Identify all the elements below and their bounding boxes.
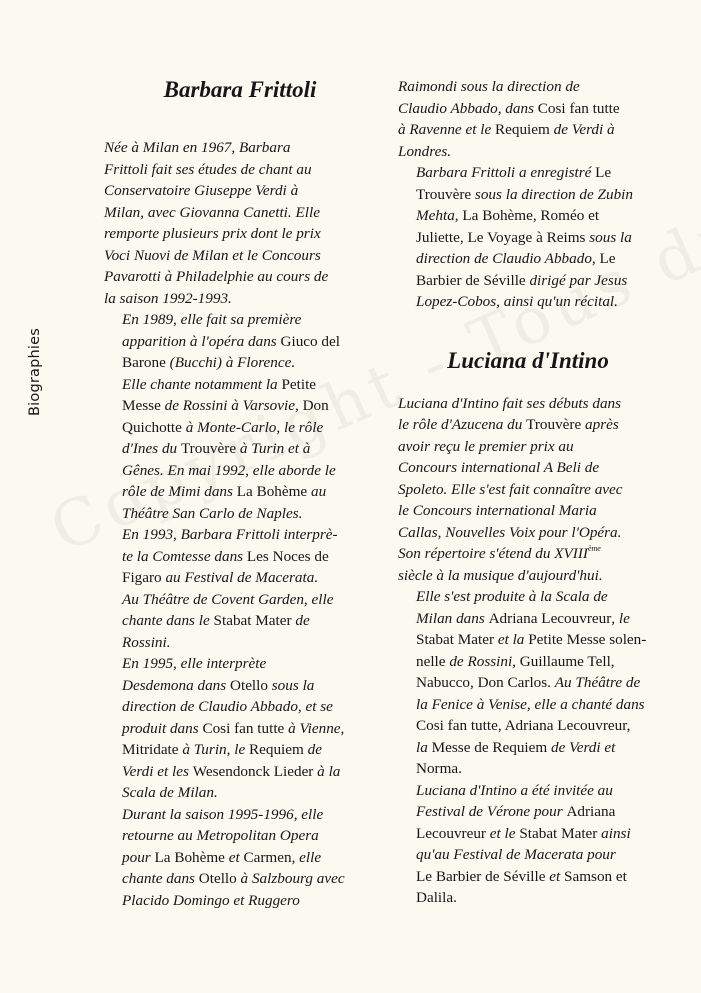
italic-text: chante dans xyxy=(122,870,199,887)
work-title-text: Le Barbier de Séville xyxy=(416,867,550,885)
text-line xyxy=(104,675,376,697)
italic-text: En 1995, elle interprète xyxy=(122,655,267,672)
text-line xyxy=(104,653,376,675)
text-line xyxy=(398,844,658,866)
work-title-text: Otello xyxy=(230,676,272,694)
work-title-text: Requiem xyxy=(494,121,554,138)
italic-text: la xyxy=(416,738,432,756)
text-line xyxy=(104,266,376,288)
italic-text: la saison 1992-1993. xyxy=(104,289,232,307)
italic-text: Festival de Vérone pour xyxy=(416,803,567,820)
work-title-text: La Bohème xyxy=(154,848,229,866)
italic-text: Milan, avec Giovanna Canetti. Elle xyxy=(104,203,320,221)
italic-text: à la xyxy=(317,762,341,780)
text-line xyxy=(398,651,658,673)
text-line xyxy=(104,782,376,804)
work-title-text: Guillaume Tell, xyxy=(519,652,615,670)
paragraph xyxy=(104,374,376,525)
italic-text: à Turin, le xyxy=(182,741,249,758)
work-title-text: Stabat Mater xyxy=(416,631,498,648)
italic-text: , elle xyxy=(291,848,322,866)
work-title-text: Samson et xyxy=(564,867,627,885)
italic-text: Callas, Nouvelles Voix pour l'Opéra. xyxy=(398,523,622,541)
italic-text: pour xyxy=(122,848,155,866)
text-line xyxy=(104,890,376,912)
text-line xyxy=(398,184,658,206)
italic-text: En 1993, Barbara Frittoli interprè- xyxy=(122,526,338,543)
italic-text: à Ravenne et le xyxy=(398,121,495,138)
italic-text: et le xyxy=(489,824,520,842)
italic-text: remporte plusieurs prix dont le prix xyxy=(104,225,321,242)
text-line xyxy=(398,98,658,120)
text-line xyxy=(104,352,376,374)
text-line xyxy=(104,632,376,654)
italic-text: de Verdi à xyxy=(553,121,615,138)
paragraph xyxy=(398,586,658,780)
work-title-text: La Bohème xyxy=(236,483,311,500)
work-title-text: Trouvère xyxy=(526,416,586,433)
text-line xyxy=(398,141,658,163)
text-line xyxy=(104,847,376,869)
italic-text: Au Théâtre de xyxy=(554,674,641,691)
italic-text: sous la xyxy=(589,228,632,246)
italic-text: à Monte-Carlo, le rôle xyxy=(185,418,324,436)
italic-text: au Festival de Macerata. xyxy=(165,569,319,586)
work-title-text: Lecouvreur xyxy=(416,824,490,842)
text-line xyxy=(398,543,658,565)
italic-text: de Rossini, xyxy=(449,652,520,670)
work-title-text: Cosi fan tutte xyxy=(537,99,620,117)
section-label-biographies: Biographies xyxy=(27,328,43,416)
italic-text: et xyxy=(228,848,244,866)
italic-text: Verdi et les xyxy=(122,762,193,780)
italic-text: Rossini. xyxy=(122,633,171,651)
text-line xyxy=(104,696,376,718)
italic-text: Milan dans xyxy=(416,609,489,627)
intino-title: Luciana d'Intino xyxy=(447,347,609,373)
italic-text: la Fenice à Venise, elle a chanté dans xyxy=(416,695,645,713)
italic-text: Elle chante notamment la xyxy=(122,375,282,393)
text-line xyxy=(398,479,658,501)
work-title-text: Requiem xyxy=(248,741,308,758)
italic-text: Mehta, xyxy=(416,207,463,224)
text-line xyxy=(104,804,376,826)
work-title-text: Le xyxy=(599,250,616,267)
italic-text: Placido Domingo et Ruggero xyxy=(122,891,300,909)
italic-text: Desdemona dans xyxy=(122,676,230,694)
italic-text: ainsi xyxy=(601,824,631,842)
work-title-text: Stabat Mater xyxy=(213,612,296,629)
text-line xyxy=(398,608,658,630)
work-title-text: Petite xyxy=(281,375,317,393)
text-line xyxy=(398,393,658,415)
text-line xyxy=(104,868,376,890)
italic-text: dirigé par Jesus xyxy=(529,271,628,289)
text-line xyxy=(398,76,658,98)
text-line xyxy=(104,245,376,267)
italic-text: Raimondi sous la direction de xyxy=(398,78,580,95)
text-line xyxy=(104,503,376,525)
work-title-text: Barbier de Séville xyxy=(416,271,530,289)
frittoli-title: Barbara Frittoli xyxy=(163,77,317,102)
italic-text: Gênes. En mai 1992, elle aborde le xyxy=(122,461,336,479)
text-line xyxy=(104,180,376,202)
italic-text: au xyxy=(310,483,327,500)
work-title-text: Juliette, Le Voyage à Reims xyxy=(416,228,590,246)
text-line xyxy=(104,374,376,396)
work-title-text: Otello xyxy=(198,870,241,887)
italic-text: , le xyxy=(611,609,630,627)
text-line xyxy=(398,887,658,909)
text-line xyxy=(104,825,376,847)
text-line xyxy=(398,801,658,823)
text-line xyxy=(398,119,658,141)
italic-text: Scala de Milan. xyxy=(122,784,218,801)
italic-text: te la Comtesse dans xyxy=(122,547,247,565)
work-title-text: Cosi fan tutte xyxy=(202,719,289,737)
italic-text: Née à Milan en 1967, Barbara xyxy=(104,139,291,156)
italic-text: le Concours international Maria xyxy=(398,502,597,519)
work-title-text: Mitridate xyxy=(122,741,183,758)
text-line xyxy=(104,331,376,353)
text-line xyxy=(104,524,376,546)
text-line xyxy=(104,438,376,460)
italic-text: produit dans xyxy=(122,719,203,737)
paragraph xyxy=(104,653,376,804)
paragraph xyxy=(398,76,658,162)
text-line xyxy=(398,248,658,270)
text-line xyxy=(398,586,658,608)
text-line xyxy=(398,436,658,458)
italic-text: Pavarotti à Philadelphie au cours de xyxy=(104,268,329,285)
italic-text: chante dans le xyxy=(122,612,214,629)
italic-text: qu'au Festival de Macerata pour xyxy=(416,846,616,863)
text-line xyxy=(104,159,376,181)
text-line xyxy=(398,457,658,479)
text-line xyxy=(398,162,658,184)
paragraph xyxy=(398,780,658,909)
italic-text: à Vienne, xyxy=(288,719,345,737)
work-title-text: La Bohème, Roméo et xyxy=(462,207,600,224)
work-title-text: Adriana xyxy=(566,803,616,820)
italic-text: Luciana d'Intino a été invitée au xyxy=(416,781,613,799)
text-line xyxy=(398,780,658,802)
text-line xyxy=(398,227,658,249)
italic-text: Frittoli fait ses études de chant au xyxy=(104,160,312,178)
paragraph xyxy=(104,524,376,653)
text-line xyxy=(398,205,658,227)
italic-text: sous la xyxy=(271,676,315,694)
text-line xyxy=(398,522,658,544)
work-title-text: Petite Messe solen- xyxy=(528,631,647,648)
text-line xyxy=(398,565,658,587)
text-line xyxy=(104,137,376,159)
italic-text: Lopez-Cobos, ainsi qu'un récital. xyxy=(416,293,618,310)
italic-text: sous la direction de Zubin xyxy=(474,185,633,203)
paragraph xyxy=(104,137,376,309)
italic-text: direction de Claudio Abbado, et se xyxy=(122,698,333,715)
text-line xyxy=(398,291,658,313)
italic-text: le rôle d'Azucena du xyxy=(398,416,527,433)
italic-text: de xyxy=(295,612,310,629)
frittoli-continued-body xyxy=(398,76,658,313)
italic-text: siècle à la musique d'aujourd'hui. xyxy=(398,566,603,584)
paragraph xyxy=(104,309,376,374)
italic-text: Concours international A Beli de xyxy=(398,459,600,476)
work-title-text: Dalila. xyxy=(416,889,457,906)
italic-text: avoir reçu le premier prix au xyxy=(398,437,574,455)
italic-text: Voci Nuovi de Milan et le Concours xyxy=(104,246,321,264)
text-line xyxy=(104,718,376,740)
work-title-text: Figaro xyxy=(122,569,166,586)
work-title-text: Wesendonck Lieder xyxy=(192,762,318,780)
work-title-text: Don xyxy=(302,397,329,414)
text-line xyxy=(398,672,658,694)
italic-text: de Rossini à Varsovie, xyxy=(164,397,303,414)
italic-text: Son répertoire s'étend du XVIII xyxy=(398,545,588,562)
text-line xyxy=(104,567,376,589)
text-line xyxy=(104,309,376,331)
work-title-text: Le xyxy=(595,164,612,181)
text-line xyxy=(104,481,376,503)
italic-text: Londres. xyxy=(398,142,452,160)
text-line xyxy=(104,223,376,245)
text-line xyxy=(398,629,658,651)
superscript-text: ème xyxy=(587,544,601,553)
italic-text: Au Théâtre de Covent Garden, elle xyxy=(122,590,334,608)
italic-text: Conservatoire Giuseppe Verdi à xyxy=(104,182,299,199)
work-title-text: Stabat Mater xyxy=(519,824,602,842)
paragraph xyxy=(104,804,376,912)
italic-text: Luciana d'Intino fait ses débuts dans xyxy=(398,394,622,412)
italic-text: direction de Claudio Abbado, xyxy=(416,250,600,267)
work-title-text: Giuco del xyxy=(280,332,340,350)
text-line xyxy=(104,739,376,761)
italic-text: à Turin et à xyxy=(239,440,311,457)
italic-text: Elle s'est produite à la Scala de xyxy=(416,588,608,605)
paragraph xyxy=(398,162,658,313)
work-title-text: nelle xyxy=(416,652,450,670)
work-title-text: Messe de Requiem xyxy=(431,738,551,756)
italic-text: et xyxy=(549,867,565,885)
text-line xyxy=(398,823,658,845)
text-line xyxy=(104,395,376,417)
italic-text: Barbara Frittoli a enregistré xyxy=(416,164,596,181)
frittoli-body xyxy=(104,137,376,911)
italic-text: apparition à l'opéra dans xyxy=(122,332,281,350)
text-line xyxy=(398,715,658,737)
text-line xyxy=(398,500,658,522)
italic-text: Claudio Abbado, dans xyxy=(398,99,538,117)
text-line xyxy=(104,589,376,611)
text-line xyxy=(104,610,376,632)
work-title-text: Norma. xyxy=(416,760,462,777)
text-line xyxy=(398,270,658,292)
text-line xyxy=(104,460,376,482)
text-line xyxy=(398,758,658,780)
italic-text: En 1989, elle fait sa première xyxy=(122,311,302,328)
text-line xyxy=(104,761,376,783)
work-title-text: Trouvère xyxy=(416,185,475,203)
work-title-text: Cosi fan tutte, Adriana Lecouvreur, xyxy=(416,717,631,734)
work-title-text: Trouvère xyxy=(180,440,240,457)
text-line xyxy=(104,288,376,310)
italic-text: Théâtre San Carlo de Naples. xyxy=(122,504,303,522)
work-title-text: Carmen xyxy=(243,848,292,866)
text-line xyxy=(398,694,658,716)
work-title-text: Nabucco, Don Carlos. xyxy=(416,674,555,691)
text-line xyxy=(398,866,658,888)
italic-text: après xyxy=(585,416,619,433)
work-title-text: Adriana Lecouvreur xyxy=(488,609,612,627)
right-column xyxy=(398,76,658,909)
paragraph xyxy=(398,393,658,587)
text-line xyxy=(398,737,658,759)
text-line xyxy=(398,414,658,436)
italic-text: rôle de Mimi dans xyxy=(122,483,237,500)
italic-text: d'Ines du xyxy=(122,440,181,457)
text-line xyxy=(104,417,376,439)
work-title-text: Messe xyxy=(122,397,165,414)
work-title-text: Quichotte xyxy=(122,418,186,436)
italic-text: de xyxy=(307,741,322,758)
work-title-text: Barone xyxy=(122,354,170,371)
italic-text: (Bucchi) à Florence. xyxy=(169,354,296,371)
italic-text: à Salzbourg avec xyxy=(240,870,345,887)
work-title-text: Les Noces de xyxy=(246,547,329,565)
italic-text: et la xyxy=(497,631,529,648)
text-line xyxy=(104,202,376,224)
text-line xyxy=(104,546,376,568)
italic-text: de Verdi et xyxy=(551,738,616,756)
italic-text: Spoleto. Elle s'est fait connaître avec xyxy=(398,480,623,498)
intino-body xyxy=(398,393,658,909)
italic-text: retourne au Metropolitan Opera xyxy=(122,827,319,844)
left-column xyxy=(104,76,376,911)
italic-text: Durant la saison 1995-1996, elle xyxy=(122,805,324,823)
